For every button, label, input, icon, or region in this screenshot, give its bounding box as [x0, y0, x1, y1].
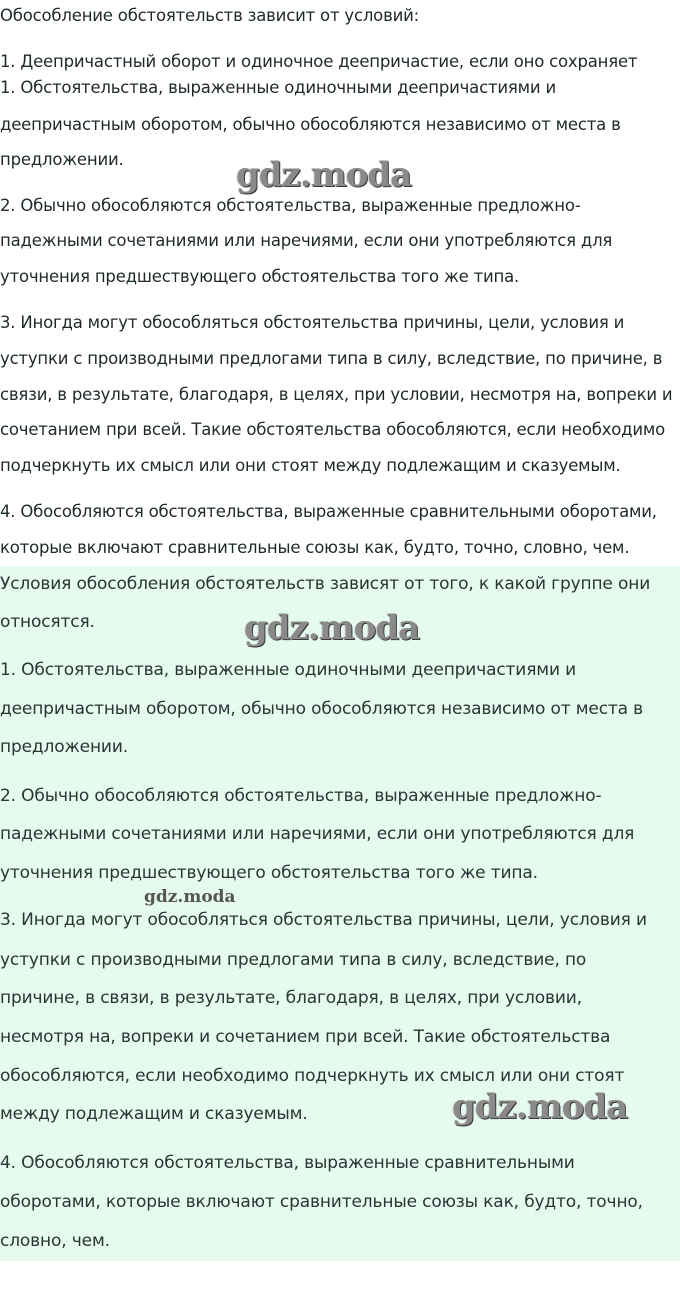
text-line: причине, в связи, в результате, благодаря, в целях, при условии, — [0, 988, 582, 1008]
text-line: падежными сочетаниями или наречиями, если они употребляются для — [0, 231, 613, 250]
text-line: 2. Обычно обособляются обстоятельства, выраженные предложно- — [0, 196, 581, 215]
watermark-logo: gdz.moda — [144, 887, 236, 907]
watermark-logo: gdz.moda — [236, 155, 412, 195]
text-line: Условия обособления обстоятельств зависят от того, к какой группе они — [0, 574, 651, 594]
text-line: деепричастным оборотом, обычно обособляются независимо от места в — [0, 699, 644, 719]
text-line: оборотами, которые включают сравнительные союзы как, будто, точно, — [0, 1192, 643, 1212]
text-line: обособляются, если необходимо подчеркнуть их смысл или они стоят — [0, 1066, 625, 1086]
text-line: предложении. — [0, 737, 128, 757]
text-line: уступки с производными предлогами типа в силу, вследствие, по причине, в — [0, 349, 663, 368]
text-line: относятся. — [0, 612, 95, 632]
text-line: подчеркнуть их смысл или они стоят между подлежащим и сказуемым. — [0, 456, 621, 475]
answer-section-2 — [0, 566, 680, 1261]
text-line: деепричастным оборотом, обычно обособляются независимо от места в — [0, 115, 621, 134]
watermark-logo: gdz.moda — [244, 608, 420, 648]
text-line: 1. Обстоятельства, выраженные одиночными деепричастиями и — [0, 78, 556, 97]
text-line: падежными сочетаниями или наречиями, если они употребляются для — [0, 824, 635, 844]
text-line: словно, чем. — [0, 1231, 110, 1251]
text-line: предложении. — [0, 150, 124, 169]
text-line: несмотря на, вопреки и сочетанием при всей. Такие обстоятельства — [0, 1027, 611, 1047]
text-line: уточнения предшествующего обстоятельства того же типа. — [0, 267, 520, 286]
text-line: которые включают сравнительные союзы как, будто, точно, словно, чем. — [0, 538, 630, 557]
text-line: Обособление обстоятельств зависит от условий: — [0, 6, 420, 25]
text-line: связи, в результате, благодаря, в целях, при условии, несмотря на, вопреки и — [0, 385, 673, 404]
text-line: между подлежащим и сказуемым. — [0, 1104, 308, 1124]
text-line: 1. Деепричастный оборот и одиночное деепричастие, если оно сохраняет — [0, 52, 638, 71]
text-line: 4. Обособляются обстоятельства, выраженные сравнительными — [0, 1153, 575, 1173]
text-line: сочетанием при всей. Такие обстоятельства обособляются, если необходимо — [0, 420, 666, 439]
watermark-logo: gdz.moda — [452, 1087, 628, 1127]
text-line: 3. Иногда могут обособляться обстоятельства причины, цели, условия и — [0, 910, 647, 930]
text-line: 3. Иногда могут обособляться обстоятельства причины, цели, условия и — [0, 313, 625, 332]
text-line: 4. Обособляются обстоятельства, выраженные сравнительными оборотами, — [0, 502, 657, 521]
text-line: 2. Обычно обособляются обстоятельства, выраженные предложно- — [0, 786, 602, 806]
text-line: уточнения предшествующего обстоятельства того же типа. — [0, 863, 538, 883]
text-line: 1. Обстоятельства, выраженные одиночными деепричастиями и — [0, 660, 577, 680]
text-line: уступки с производными предлогами типа в силу, вследствие, по — [0, 950, 587, 970]
